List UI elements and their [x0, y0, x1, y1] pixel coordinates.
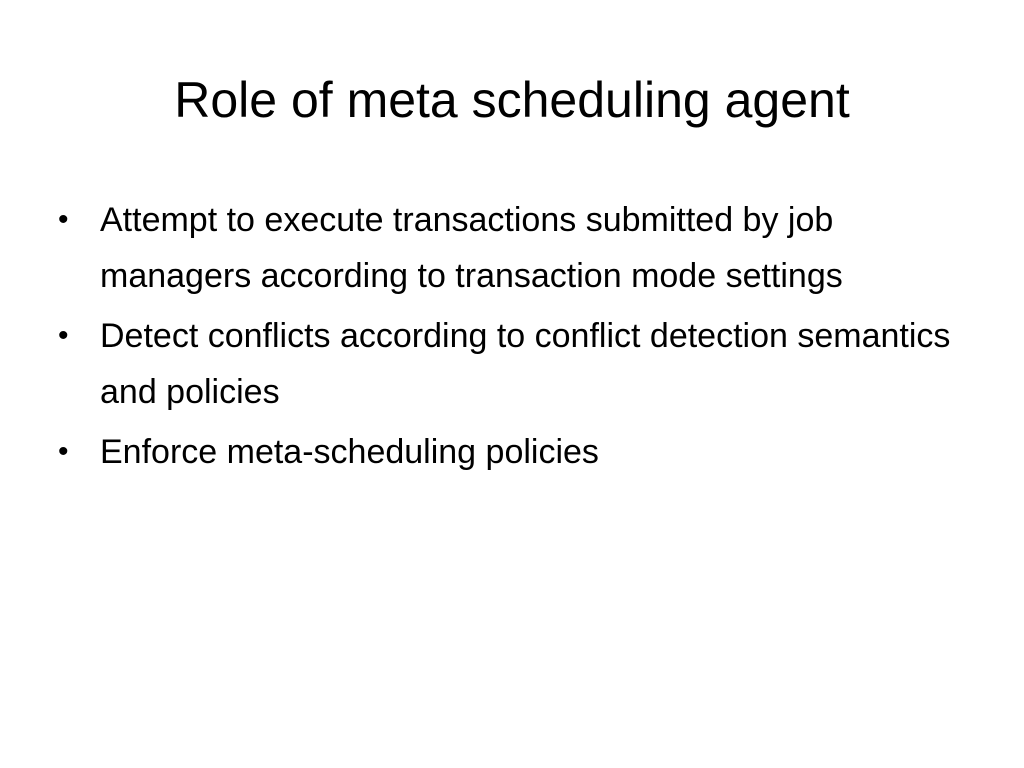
bullet-item — [58, 192, 988, 304]
bullet-text: Attempt to execute transactions submitted by job managers according to transaction mode settings — [100, 201, 843, 295]
bullet-item — [58, 308, 988, 420]
bullet-text: Enforce meta-scheduling policies — [100, 433, 599, 471]
bullet-list — [58, 192, 988, 484]
bullet-dot-icon: • — [58, 435, 69, 468]
bullet-dot-icon: • — [58, 203, 69, 236]
bullet-dot-icon: • — [58, 319, 69, 352]
bullet-item — [58, 424, 988, 480]
slide-title: Role of meta scheduling agent — [174, 72, 850, 128]
bullet-text: Detect conflicts according to conflict detection semantics and policies — [100, 317, 951, 411]
